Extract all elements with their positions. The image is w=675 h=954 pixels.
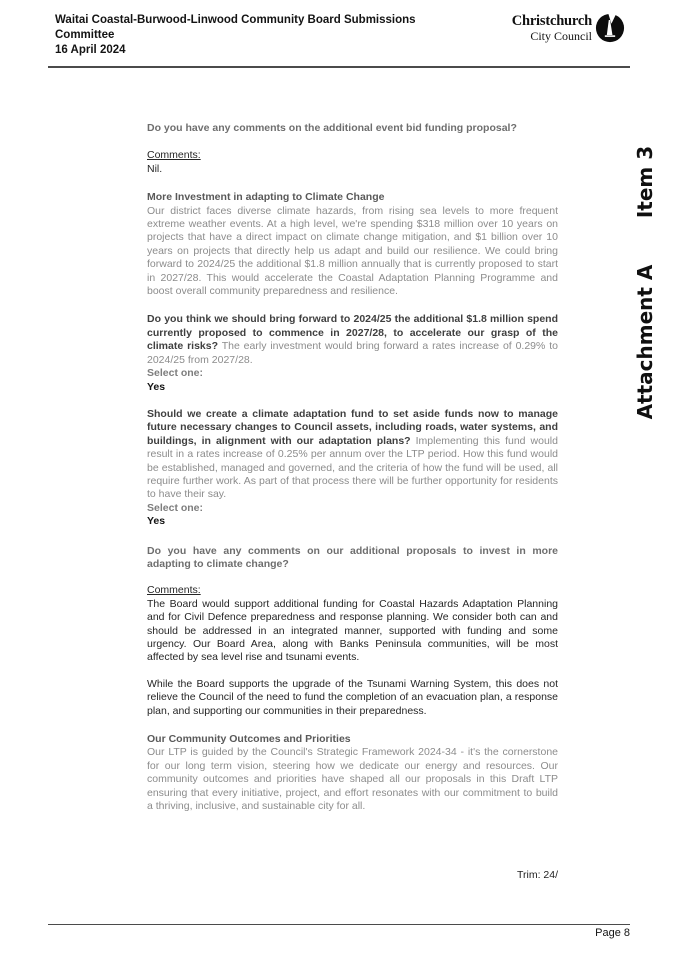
christchurch-city-council-icon: [595, 13, 625, 43]
council-logo-text: [512, 14, 592, 42]
board-comments-paragraph-1: The Board would support additional funding for Coastal Hazards Adaptation Planning and for Civil Defence preparedness and response planning. We consider both can and should be addressed in an integrated manner, supported with funding and some urgency. Our Board Area, along with Banks Peninsula communities, will be most affected by sea level rise and tsunami events.: [147, 597, 558, 664]
comments-label-2: Comments:: [147, 584, 201, 597]
section-heading-climate-investment: More Investment in adapting to Climate Change: [147, 191, 385, 204]
section-body-climate-investment: Our district faces diverse climate hazards, from rising sea levels to more frequent extreme weather events. At a high level, we're spending $318 million over 10 years on projects that have a direct impact on climate change mitigation, and $1 billion over 10 years on projects that directly help us adapt and build our resilience. We could bring forward to 2024/25 the additional $1.8 million annually that is currently proposed to start in 2027/28. This would accelerate the Coastal Adaptation Planning Programme and boost overall community preparedness and resilience.: [147, 204, 558, 298]
comments-answer-nil: Nil.: [147, 162, 163, 175]
sidebar-item-number-label: Item 3: [633, 145, 657, 219]
comments-label-1: Comments:: [147, 149, 201, 162]
question-climate-adaptation-fund: Should we create a climate adaptation fund to set aside funds now to manage future necessary changes to Council assets, including roads, water systems, and buildings, in alignment with our adaptation plans? Implementing this fund would result in a rates increase of 0.25% per annum over the LTP period. How this fund would be established, managed and governed, and the criteria of how the fund will be used, all require further work. As part of that process there will be further opportunity for residents to have their say.: [147, 407, 558, 501]
section-heading-community-outcomes: Our Community Outcomes and Priorities: [147, 733, 351, 746]
question-additional-proposals-comments: Do you have any comments on our additional proposals to invest in more adapting to climate change?: [147, 544, 558, 570]
council-logo-name: Christchurch: [511, 13, 592, 30]
committee-title-line1: Waitai Coastal-Burwood-Linwood Community Board Submissions: [55, 14, 416, 26]
question-bring-forward-spend: Do you think we should bring forward to 2024/25 the additional $1.8 million spend currently proposed to commence in 2027/28, to accelerate our grasp of the climate risks? The early investment would bring forward a rates increase of 0.29% to 2024/25 from 2027/28.: [147, 313, 558, 366]
footer-divider-rule: [48, 924, 630, 925]
council-logo: [500, 13, 625, 43]
answer-yes-2: Yes: [147, 515, 166, 528]
page-number: Page 8: [595, 927, 630, 939]
committee-title-line2: Committee: [55, 29, 115, 41]
question-event-bid-funding: Do you have any comments on the additional event bid funding proposal?: [147, 122, 517, 134]
board-comments-paragraph-2: While the Board supports the upgrade of the Tsunami Warning System, this does not relieve the Council of the need to fund the completion of an evacuation plan, a response plan, and supporting our communities in their preparedness.: [147, 677, 558, 717]
answer-yes-1: Yes: [147, 380, 166, 393]
header-divider-rule: [48, 66, 630, 68]
sidebar-attachment-label: Attachment A: [633, 264, 657, 420]
document-body: [147, 122, 558, 883]
select-one-label-1: Select one:: [147, 367, 204, 380]
section-body-community-outcomes: Our LTP is guided by the Council's Strategic Framework 2024-34 - it's the cornerstone for our long term vision, steering how we dedicate our energy and resources. Our community outcomes and priorities have shaped all our proposals in this Draft LTP ensuring that every initiative, project, and effort resonates with our commitment to build a thriving, inclusive, and sustainable city for all.: [147, 746, 558, 813]
trim-reference: Trim: 24/: [516, 869, 558, 882]
document-header: [55, 13, 515, 58]
meeting-date: 16 April 2024: [55, 44, 126, 56]
council-logo-subname: City Council: [530, 28, 592, 43]
select-one-label-2: Select one:: [147, 501, 204, 514]
